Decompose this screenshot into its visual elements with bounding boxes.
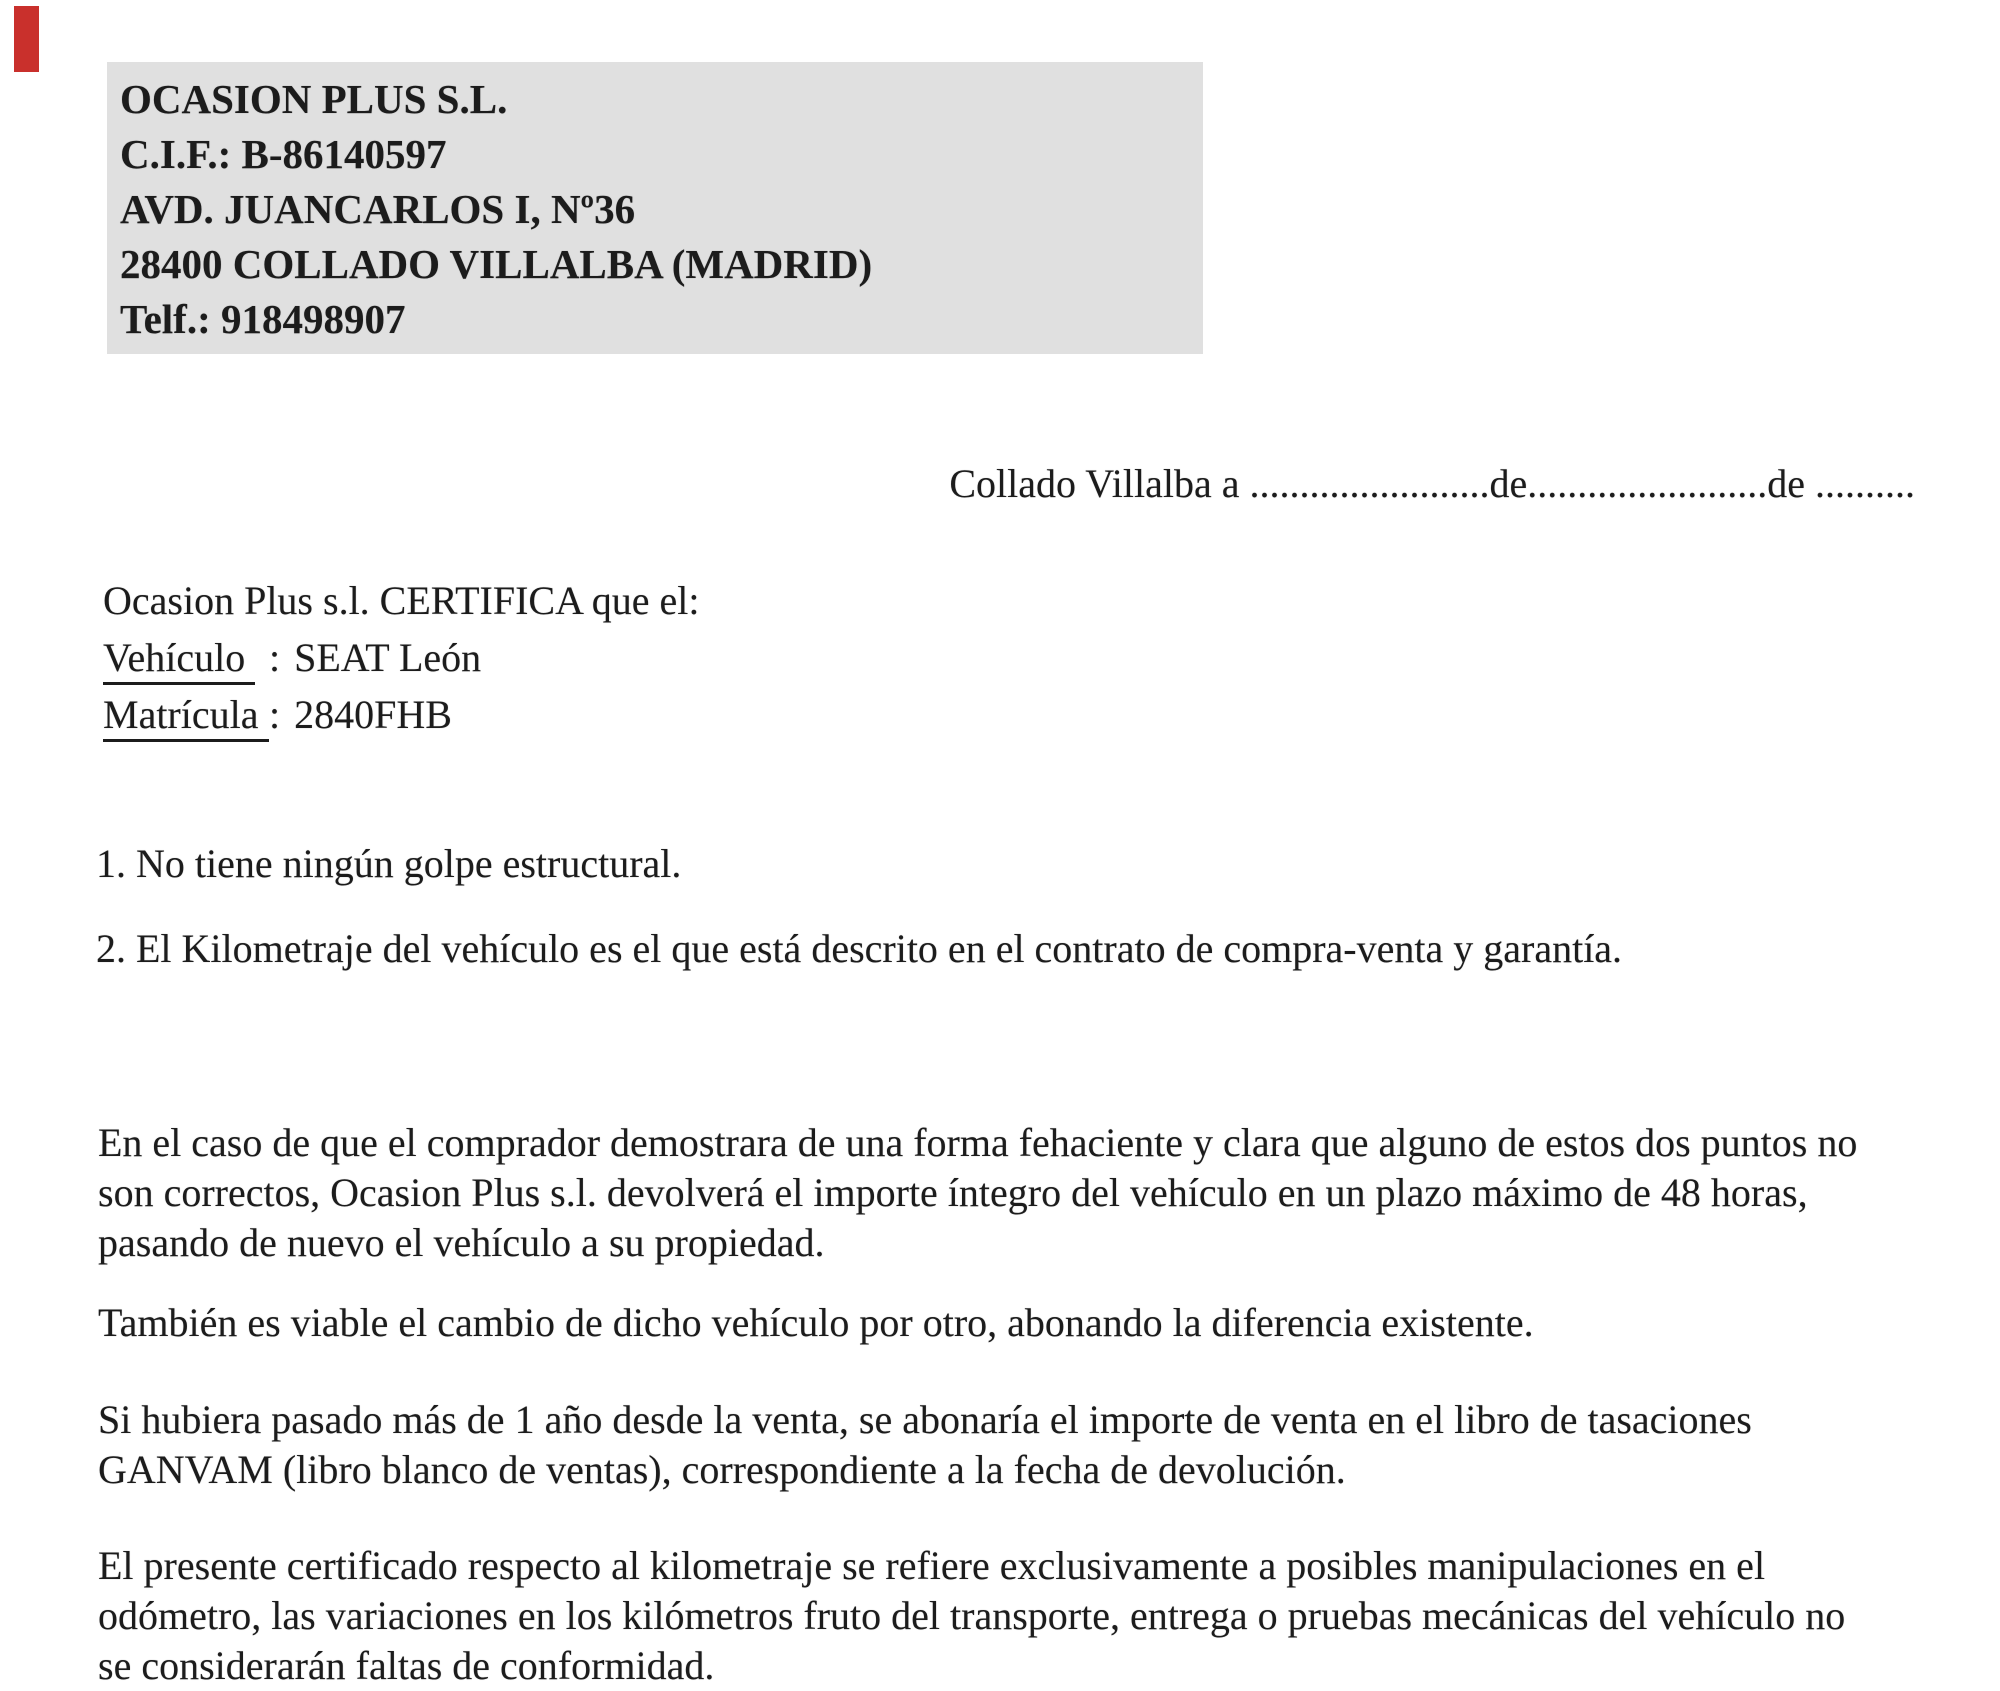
letterhead-box <box>107 62 1203 354</box>
paragraph-line: pasando de nuevo el vehículo a su propiedad. <box>98 1220 825 1265</box>
letterhead-line: Telf.: 918498907 <box>120 296 406 342</box>
paragraph-line: se considerarán faltas de conformidad. <box>98 1643 715 1688</box>
letterhead-line: AVD. JUANCARLOS I, Nº36 <box>120 186 636 232</box>
letterhead-line: C.I.F.: B-86140597 <box>120 131 447 177</box>
vehicle-field-row <box>103 686 699 743</box>
paragraph-line: También es viable el cambio de dicho vehículo por otro, abonando la diferencia existente. <box>98 1300 1534 1345</box>
vehicle-field-row <box>103 629 699 686</box>
paragraph-line: En el caso de que el comprador demostrara de una forma fehaciente y clara que alguno de estos dos puntos no <box>98 1120 1858 1165</box>
field-label <box>103 686 269 743</box>
field-value: SEAT León <box>294 635 482 680</box>
body-paragraph <box>98 1118 1857 1268</box>
statement-point: 1. No tiene ningún golpe estructural. <box>96 841 682 886</box>
field-separator: : <box>269 692 281 737</box>
letterhead-line: OCASION PLUS S.L. <box>120 76 508 122</box>
vehicle-fields <box>103 629 699 743</box>
paragraph-line: Si hubiera pasado más de 1 año desde la venta, se abonaría el importe de venta en el libro de tasaciones <box>98 1397 1752 1442</box>
body-paragraph <box>98 1541 1845 1691</box>
paragraph-line: odómetro, las variaciones en los kilómetros fruto del transporte, entrega o pruebas mecánicas del vehículo no <box>98 1593 1846 1638</box>
date-line: Collado Villalba a ........................de........................de .......... <box>949 461 1915 506</box>
statement-point: 2. El Kilometraje del vehículo es el que está descrito en el contrato de compra-venta y garantía. <box>96 926 1623 971</box>
field-label <box>103 629 269 686</box>
certificate-statement <box>103 572 699 743</box>
letterhead-line: 28400 COLLADO VILLALBA (MADRID) <box>120 241 873 287</box>
paragraph-line: son correctos, Ocasion Plus s.l. devolverá el importe íntegro del vehículo en un plazo máximo de 48 horas, <box>98 1170 1808 1215</box>
body-paragraph <box>98 1298 1534 1348</box>
field-value: 2840FHB <box>294 692 452 737</box>
field-label-text: Vehículo <box>103 635 255 685</box>
certify-intro: Ocasion Plus s.l. CERTIFICA que el: <box>103 578 700 623</box>
body-paragraph <box>98 1395 1752 1495</box>
paragraph-line: El presente certificado respecto al kilometraje se refiere exclusivamente a posibles manipulaciones en el <box>98 1543 1766 1588</box>
red-edge-mark <box>14 6 39 72</box>
field-label-text: Matrícula <box>103 692 269 742</box>
field-separator: : <box>269 635 281 680</box>
paragraph-line: GANVAM (libro blanco de ventas), correspondiente a la fecha de devolución. <box>98 1447 1346 1492</box>
